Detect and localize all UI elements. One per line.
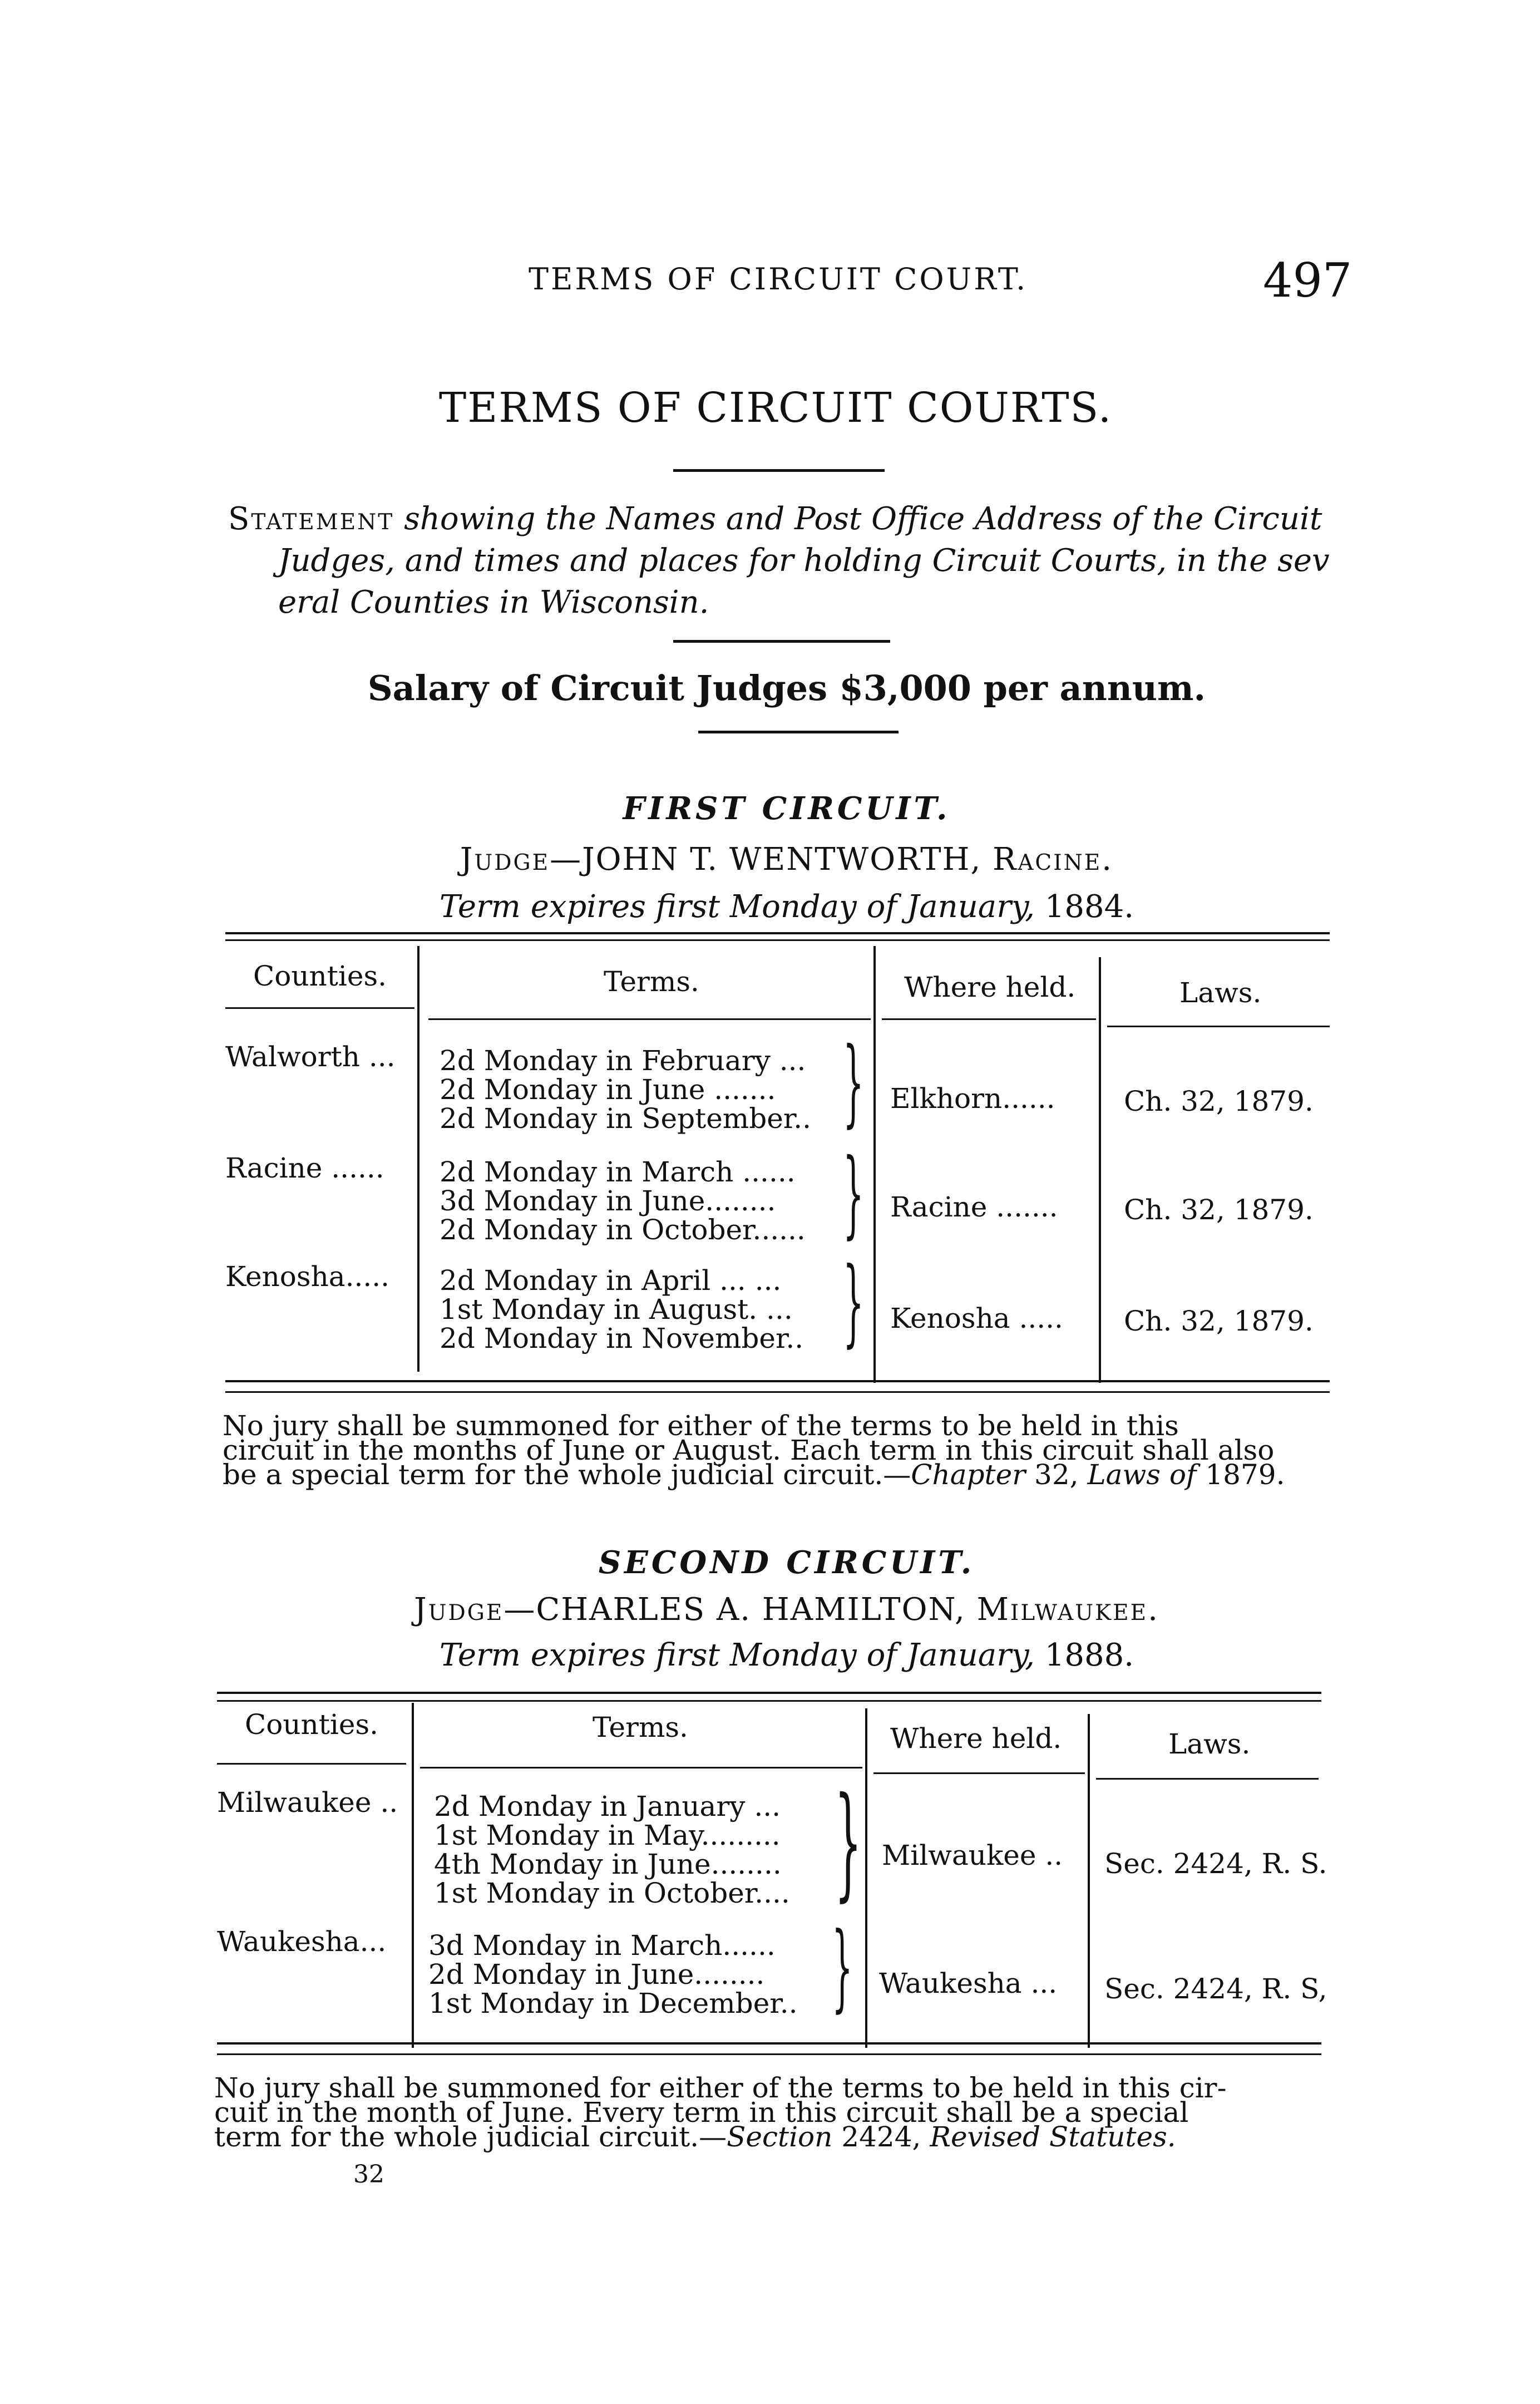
- term-text: Term expires first Monday of January,: [439, 889, 1035, 925]
- term-entry: 2d Monday in June .......: [440, 1073, 776, 1106]
- citation-chapter: Chapter: [911, 1459, 1026, 1491]
- table-row-county: Kenosha.....: [225, 1260, 390, 1293]
- term-entry: 2d Monday in November..: [440, 1322, 804, 1354]
- signature-mark: 32: [353, 2160, 384, 2189]
- header-terms: Terms.: [604, 965, 699, 998]
- citation-laws: Laws of: [1087, 1459, 1197, 1491]
- citation-statutes: Revised Statutes.: [930, 2121, 1176, 2153]
- header-counties: Counties.: [253, 960, 387, 992]
- page-title: TERMS OF CIRCUIT COURTS.: [438, 384, 1113, 432]
- statement-paragraph: [228, 498, 1346, 623]
- term-entry: 1st Monday in October....: [434, 1877, 790, 1909]
- judge-name: JOHN T. WENTWORTH,: [582, 841, 982, 878]
- table-row-county: Milwaukee ..: [217, 1786, 398, 1819]
- statement-rule: [673, 640, 890, 643]
- table-row-terms: [440, 1157, 806, 1244]
- judge-city: Milwaukee.: [976, 1592, 1159, 1628]
- table-row-laws: Ch. 32, 1879.: [1124, 1305, 1314, 1337]
- table-row-laws: Sec. 2424, R. S.: [1104, 1848, 1327, 1880]
- term-entry: 2d Monday in June........: [428, 1958, 765, 1991]
- term-entry: 2d Monday in October......: [440, 1214, 806, 1246]
- term-entry: 2d Monday in April ... ...: [440, 1264, 782, 1297]
- header-laws: Laws.: [1179, 977, 1262, 1009]
- first-circuit-judge: Judge—JOHN T. WENTWORTH, Racine.: [460, 841, 1114, 878]
- judge-label: Judge: [460, 841, 550, 878]
- brace-icon: }: [832, 1912, 853, 2022]
- running-head: TERMS OF CIRCUIT COURT.: [529, 262, 1028, 297]
- term-entry: 2d Monday in March ......: [440, 1156, 796, 1188]
- header-where-held: Where held.: [890, 1722, 1062, 1755]
- term-entry: 2d Monday in January ...: [434, 1790, 781, 1822]
- title-rule: [673, 469, 885, 472]
- table-row-county: Racine ......: [225, 1152, 384, 1184]
- first-circuit-note: [223, 1410, 1330, 1491]
- table-row-where-held: Elkhorn......: [890, 1082, 1055, 1115]
- term-text: Term expires first Monday of January,: [439, 1637, 1035, 1673]
- term-entry: 3d Monday in June........: [440, 1185, 776, 1217]
- citation-number: 32,: [1034, 1459, 1079, 1491]
- second-circuit-judge: Judge—CHARLES A. HAMILTON, Milwaukee.: [414, 1592, 1159, 1628]
- note-text: be a special term for the whole judicial circuit.—: [223, 1459, 911, 1491]
- first-circuit-title: FIRST CIRCUIT.: [623, 790, 951, 827]
- judge-label: Judge: [414, 1592, 504, 1628]
- table-row-laws: Sec. 2424, R. S,: [1104, 1973, 1327, 2005]
- table-row-laws: Ch. 32, 1879.: [1124, 1085, 1314, 1117]
- citation-section: Section: [727, 2121, 833, 2153]
- brace-icon: }: [843, 1247, 864, 1357]
- statement-line-2: Judges, and times and places for holding Circuit Courts, in the sev: [278, 543, 1330, 579]
- first-circuit-term: [0, 889, 1540, 925]
- table-row-laws: Ch. 32, 1879.: [1124, 1194, 1314, 1226]
- term-entry: 1st Monday in August. ...: [440, 1293, 793, 1326]
- table-row-terms: [434, 1792, 790, 1908]
- header-terms: Terms.: [593, 1711, 688, 1743]
- header-where-held: Where held.: [904, 971, 1076, 1003]
- second-circuit-title: SECOND CIRCUIT.: [598, 1544, 975, 1581]
- note-text: term for the whole judicial circuit.—: [214, 2121, 727, 2153]
- term-entry: 1st Monday in December..: [428, 1987, 798, 2019]
- note-line-citation: [223, 1459, 1330, 1491]
- judge-name: CHARLES A. HAMILTON,: [536, 1592, 966, 1628]
- brace-icon: }: [843, 1027, 864, 1137]
- table-row-terms: [440, 1046, 811, 1133]
- table-row-terms: [428, 1931, 797, 2018]
- term-year: 1884.: [1044, 889, 1134, 925]
- salary-rule: [698, 731, 899, 733]
- second-circuit-term: [0, 1637, 1540, 1673]
- term-entry: 1st Monday in May.........: [434, 1819, 781, 1851]
- brace-icon: }: [835, 1771, 862, 1913]
- table-row-where-held: Milwaukee ..: [882, 1839, 1063, 1871]
- table-row-county: Waukesha...: [217, 1925, 387, 1958]
- brace-icon: }: [843, 1139, 864, 1249]
- table-row-where-held: Waukesha ...: [879, 1967, 1058, 1999]
- term-year: 1888.: [1044, 1637, 1134, 1673]
- statement-line-1: showing the Names and Post Office Address of the Circuit: [404, 501, 1322, 537]
- table-row-county: Walworth ...: [225, 1041, 396, 1073]
- salary-line: Salary of Circuit Judges $3,000 per annum.: [367, 668, 1206, 708]
- note-line-citation: [214, 2121, 1327, 2153]
- note-line: circuit in the months of June or August. Each term in this circuit shall also: [223, 1434, 1275, 1466]
- statement-lead: Statement: [228, 501, 394, 537]
- header-counties: Counties.: [245, 1708, 378, 1741]
- page-number: 497: [1263, 253, 1353, 308]
- note-line: cuit in the month of June. Every term in this circuit shall be a special: [214, 2096, 1189, 2129]
- note-line: No jury shall be summoned for either of the terms to be held in this cir-: [214, 2072, 1227, 2104]
- header-laws: Laws.: [1168, 1728, 1251, 1760]
- table-row-where-held: Racine .......: [890, 1191, 1058, 1223]
- second-circuit-note: [214, 2072, 1327, 2153]
- table-row-terms: [440, 1266, 803, 1353]
- term-entry: 2d Monday in September..: [440, 1102, 811, 1135]
- statement-line-3: eral Counties in Wisconsin.: [278, 584, 709, 620]
- term-entry: 2d Monday in February ...: [440, 1045, 806, 1077]
- table-row-where-held: Kenosha .....: [890, 1302, 1063, 1334]
- citation-year: 1879.: [1205, 1459, 1285, 1491]
- judge-city: Racine.: [993, 841, 1114, 878]
- note-line: No jury shall be summoned for either of the terms to be held in this: [223, 1410, 1179, 1442]
- term-entry: 3d Monday in March......: [428, 1929, 776, 1962]
- citation-number: 2424,: [841, 2121, 921, 2153]
- term-entry: 4th Monday in June........: [434, 1848, 782, 1880]
